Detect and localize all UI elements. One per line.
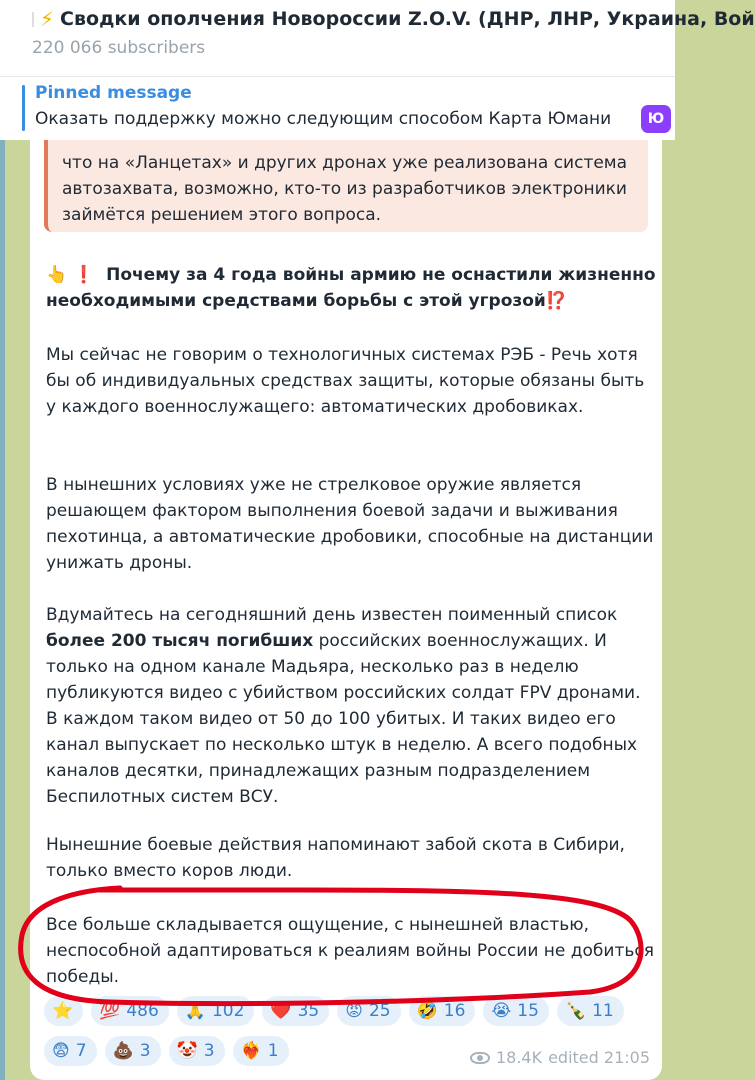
lightning-icon: ⚡: [40, 7, 55, 31]
chat-list-edge: [0, 76, 5, 1080]
paragraph-1: Мы сейчас не говорим о технологичных системах РЭБ - Речь хотя бы об индивидуальных средствах защиты, которые обязаны быть у каждого военнослужащего: автоматических дробовиках.: [46, 345, 645, 417]
reaction-button[interactable]: [177, 996, 255, 1026]
reaction-button[interactable]: [91, 996, 169, 1026]
reactions-row-1: [44, 996, 654, 1026]
paragraph-3-start: Вдумайтесь на сегодняшний день известен поименный список: [46, 605, 618, 625]
reaction-count: 35: [297, 1001, 320, 1021]
paragraph-4: Нынешние боевые действия напоминают забой скота в Сибири, только вместо коров люди.: [46, 835, 625, 881]
channel-header[interactable]: [0, 0, 755, 76]
reaction-count: 102: [211, 1001, 245, 1021]
reaction-emoji-icon: 💩: [112, 1041, 134, 1061]
paragraph-2: В нынешних условиях уже не стрелковое оружие является решающем фактором выполнения боевой задачи и выживания пехотинца, а автоматические дробовики, способные на дистанции унижать дроны.: [46, 475, 654, 573]
edited-time: edited 21:05: [548, 1048, 650, 1067]
subscriber-count: 220 066 subscribers: [32, 38, 206, 58]
pinned-message[interactable]: [0, 76, 675, 140]
reaction-count: 3: [203, 1041, 215, 1061]
yumoney-icon: Ю: [641, 105, 671, 133]
reaction-button[interactable]: [409, 996, 476, 1026]
eye-icon: [470, 1052, 490, 1064]
pinned-label: Pinned message: [35, 83, 192, 103]
reaction-button[interactable]: [44, 1036, 97, 1066]
reaction-emoji-icon: ❤️: [270, 1001, 292, 1021]
paragraph-3-end: российских военнослужащих. И только на одном канале Мадьяра, несколько раз в неделю публикуются видео с убийством российских солдат FPV дронами. В каждом таком видео от 50 до 100 убитых. И таких видео его канал выпускает по несколько штук в неделю. А всего подобных каналов десятки, принадлежащих разным подразделением Беспилотных систем ВСУ.: [46, 631, 641, 807]
message-bubble[interactable]: [30, 140, 662, 1080]
reaction-button[interactable]: [262, 996, 329, 1026]
reaction-count: 15: [517, 1001, 539, 1021]
reaction-emoji-icon: ⭐: [52, 1001, 74, 1021]
reaction-count: 11: [592, 1001, 614, 1021]
view-count: 18.4K: [495, 1048, 543, 1067]
reaction-button[interactable]: [169, 1036, 225, 1066]
reaction-button[interactable]: [337, 996, 400, 1026]
reaction-emoji-icon: 🍾: [564, 1001, 587, 1021]
reaction-count: 1: [267, 1041, 279, 1061]
pinned-indicator: [22, 85, 25, 131]
reaction-count: 3: [139, 1041, 151, 1061]
reaction-emoji-icon: 🙏: [184, 1001, 206, 1021]
reaction-button[interactable]: [233, 1036, 289, 1066]
russia-flag-icon: [32, 12, 34, 27]
paragraph-3-bold: более 200 тысяч погибших: [46, 631, 314, 651]
reaction-emoji-icon: 💯: [99, 1001, 121, 1021]
interrobang-icon: ⁉️: [545, 291, 568, 311]
reaction-emoji-icon: 🤣: [416, 1001, 438, 1021]
reaction-button[interactable]: [44, 996, 83, 1026]
reaction-emoji-icon: 😭: [491, 1001, 512, 1021]
heading-text: Почему за 4 года войны армию не оснастили жизненно необходимыми средствами борьбы с этой угрозой: [46, 265, 656, 311]
message-heading: [46, 262, 656, 314]
paragraph-5: Все больше складывается ощущение, с нынешней властью, неспособной адаптироваться к реалиям войны России не добиться победы.: [46, 915, 654, 987]
channel-title-text: Сводки ополчения Новороссии Z.O.V. (ДНР, ЛНР, Украина, Вой: [60, 8, 755, 30]
reaction-emoji-icon: 😨: [52, 1041, 70, 1061]
pinned-text: Оказать поддержку можно следующим способом Карта Юмани: [35, 109, 612, 129]
reaction-emoji-icon: 🤡: [176, 1041, 198, 1061]
reaction-button[interactable]: [557, 996, 624, 1026]
reaction-button[interactable]: [483, 996, 549, 1026]
channel-title[interactable]: [32, 7, 755, 31]
paragraph-3: [46, 602, 656, 810]
reaction-emoji-icon: 😡: [345, 1001, 363, 1021]
message-meta: [470, 1048, 650, 1067]
message-quote: что на «Ланцетах» и других дронах уже реализована система автозахвата, возможно, кто-то из разработчиков электроники займётся решением этого вопроса.: [44, 140, 648, 232]
reaction-button[interactable]: [105, 1036, 161, 1066]
reaction-count: 7: [75, 1041, 87, 1061]
pointing-exclamation-icon: 👆 ❗: [46, 265, 95, 285]
reaction-count: 25: [368, 1001, 391, 1021]
reaction-count: 16: [443, 1001, 466, 1021]
reaction-count: 486: [126, 1001, 159, 1021]
reaction-emoji-icon: ❤️‍🔥: [240, 1041, 262, 1061]
